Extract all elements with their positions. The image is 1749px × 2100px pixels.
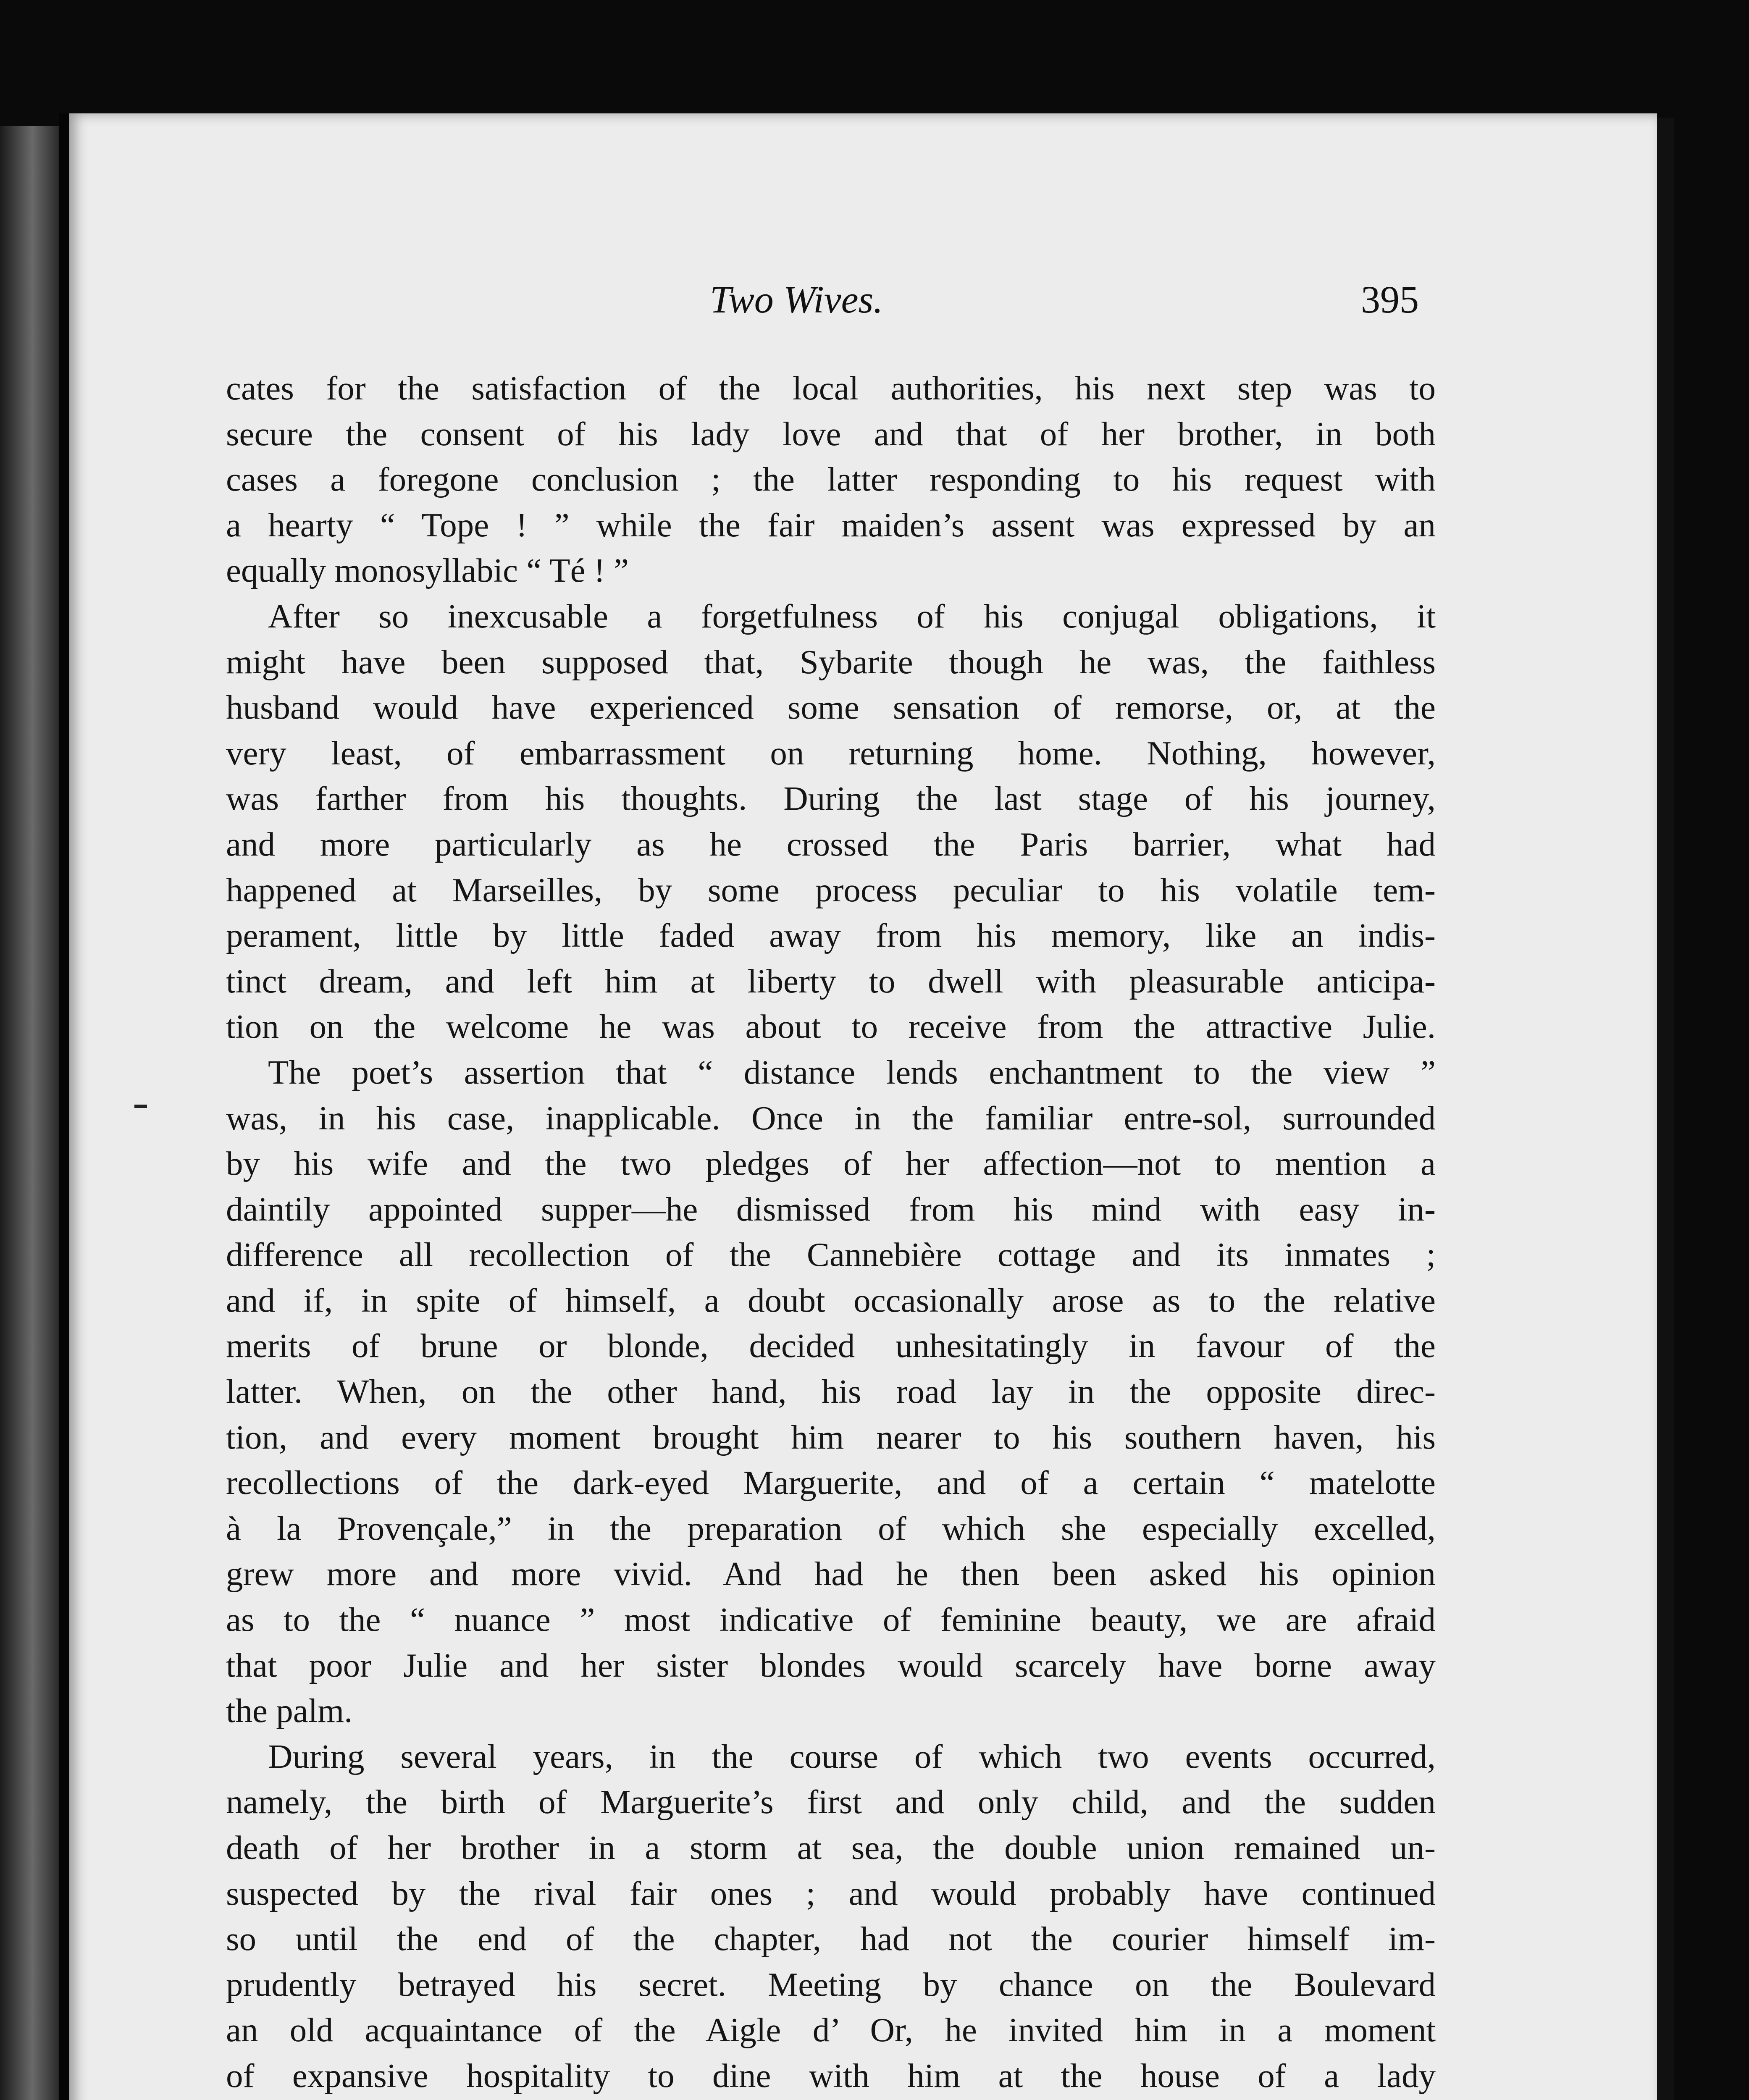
text-line: latter. When, on the other hand, his road lay in the opposite direc- bbox=[226, 1373, 1436, 1411]
text-line: by his wife and the two pledges of her affection—not to mention a bbox=[226, 1144, 1436, 1183]
text-line: daintily appointed supper—he dismissed from his mind with easy in- bbox=[226, 1190, 1436, 1228]
text-line: an old acquaintance of the Aigle d’ Or, he invited him in a moment bbox=[226, 2011, 1436, 2049]
margin-mark bbox=[134, 1105, 147, 1108]
text-line: After so inexcusable a forgetfulness of his conjugal obligations, it bbox=[268, 597, 1436, 635]
text-line: so until the end of the chapter, had not the courier himself im- bbox=[226, 1920, 1436, 1958]
text-line: cates for the satisfaction of the local authorities, his next step was to bbox=[226, 369, 1436, 407]
body-text bbox=[226, 365, 1436, 2100]
text-line: as to the “ nuance ” most indicative of feminine beauty, we are afraid bbox=[226, 1601, 1436, 1639]
text-line: namely, the birth of Marguerite’s first and only child, and the sudden bbox=[226, 1783, 1436, 1821]
text-line: During several years, in the course of which two events occurred, bbox=[268, 1737, 1436, 1775]
page-edge-shadow bbox=[1657, 118, 1674, 2100]
page-number: 395 bbox=[1361, 278, 1419, 321]
text-line: perament, little by little faded away from his memory, like an indis- bbox=[226, 916, 1436, 955]
running-head: Two Wives. bbox=[710, 278, 883, 321]
text-line: difference all recollection of the Cannebière cottage and its inmates ; bbox=[226, 1236, 1436, 1274]
text-line: à la Provençale,” in the preparation of which she especially excelled, bbox=[226, 1509, 1436, 1547]
text-line: The poet’s assertion that “ distance lends enchantment to the view ” bbox=[268, 1053, 1436, 1091]
text-line: prudently betrayed his secret. Meeting by chance on the Boulevard bbox=[226, 1965, 1436, 2003]
facing-page-edge bbox=[0, 126, 59, 2100]
text-line: husband would have experienced some sensation of remorse, or, at the bbox=[226, 688, 1436, 727]
text-line: tion, and every moment brought him nearer to his southern haven, his bbox=[226, 1418, 1436, 1456]
text-line: cases a foregone conclusion ; the latter responding to his request with bbox=[226, 460, 1436, 499]
text-line: might have been supposed that, Sybarite though he was, the faithless bbox=[226, 643, 1436, 681]
text-line: recollections of the dark-eyed Marguerite, and of a certain “ matelotte bbox=[226, 1464, 1436, 1502]
text-line: the palm. bbox=[226, 1692, 353, 1730]
text-line: death of her brother in a storm at sea, the double union remained un- bbox=[226, 1829, 1436, 1866]
text-line: and if, in spite of himself, a doubt occasionally arose as to the relative bbox=[226, 1281, 1436, 1319]
text-line: and more particularly as he crossed the Paris barrier, what had bbox=[226, 825, 1436, 863]
text-line: was farther from his thoughts. During the last stage of his journey, bbox=[226, 780, 1436, 818]
text-line: that poor Julie and her sister blondes would scarcely have borne away bbox=[226, 1646, 1436, 1684]
text-line: equally monosyllabic “ Té ! ” bbox=[226, 551, 629, 590]
text-line: tinct dream, and left him at liberty to dwell with pleasurable anticipa- bbox=[226, 962, 1436, 1000]
text-line: grew more and more vivid. And had he then been asked his opinion bbox=[226, 1555, 1436, 1593]
text-line: secure the consent of his lady love and that of her brother, in both bbox=[226, 415, 1436, 453]
text-line: suspected by the rival fair ones ; and would probably have continued bbox=[226, 1874, 1436, 1912]
text-line: merits of brune or blonde, decided unhesitatingly in favour of the bbox=[226, 1327, 1436, 1365]
text-line: of expansive hospitality to dine with him at the house of a lady bbox=[226, 2056, 1436, 2095]
text-line: happened at Marseilles, by some process peculiar to his volatile tem- bbox=[226, 871, 1436, 909]
text-line: was, in his case, inapplicable. Once in the familiar entre-sol, surrounded bbox=[226, 1099, 1436, 1137]
text-line bbox=[226, 2099, 1436, 2100]
text-line: very least, of embarrassment on returning home. Nothing, however, bbox=[226, 734, 1436, 772]
text-line: a hearty “ Tope ! ” while the fair maiden’s assent was expressed by an bbox=[226, 506, 1436, 544]
text-line: tion on the welcome he was about to receive from the attractive Julie. bbox=[226, 1008, 1436, 1046]
